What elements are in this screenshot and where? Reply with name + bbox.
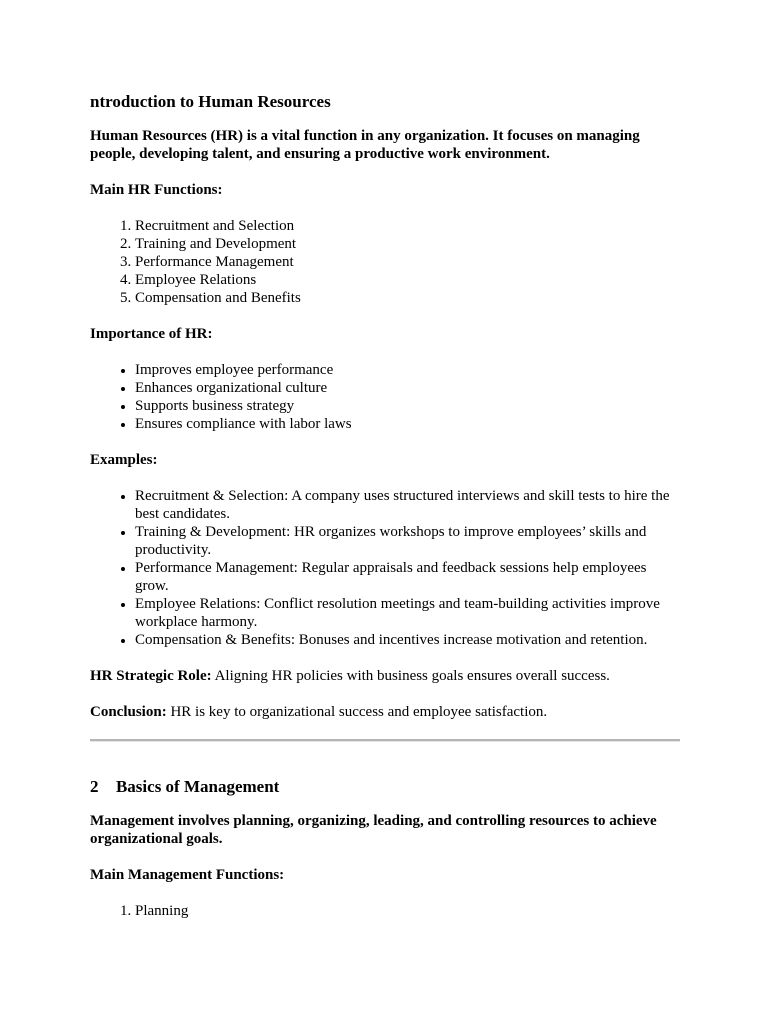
document-page (90, 91, 680, 938)
list-item: • Performance Management: Regular appraisals and feedback sessions help employees grow. (135, 559, 680, 595)
list-item: 1. Planning (135, 902, 680, 920)
hr-conclusion-label: Conclusion: (90, 704, 167, 720)
hr-importance-list (90, 361, 680, 433)
management-intro-paragraph: Management involves planning, organizing, leading, and controlling resources to achieve organizational goals. (90, 813, 657, 847)
list-item: 5. Compensation and Benefits (135, 289, 680, 307)
list-item: 2. Training and Development (135, 235, 680, 253)
list-item: • Enhances organizational culture (135, 379, 680, 397)
hr-conclusion-paragraph (90, 703, 680, 721)
section-title-hr: ntroduction to Human Resources (90, 92, 331, 111)
hr-strategic-role-label: HR Strategic Role: (90, 668, 212, 684)
management-functions-list (90, 902, 680, 920)
list-item: • Supports business strategy (135, 397, 680, 415)
list-item: • Compensation & Benefits: Bonuses and incentives increase motivation and retention. (135, 631, 680, 649)
list-item: • Employee Relations: Conflict resolution meetings and team-building activities improve workplace harmony. (135, 595, 680, 631)
list-item: 3. Performance Management (135, 253, 680, 271)
section-title-management: 2⃣ Basics of Management (90, 777, 280, 796)
hr-strategic-role-text: Aligning HR policies with business goals ensures overall success. (211, 668, 610, 684)
list-item: • Improves employee performance (135, 361, 680, 379)
management-functions-heading: Main Management Functions: (90, 867, 285, 883)
list-item: • Training & Development: HR organizes workshops to improve employees’ skills and productivity. (135, 523, 680, 559)
list-item: 1. Recruitment and Selection (135, 217, 680, 235)
hr-intro-paragraph: Human Resources (HR) is a vital function in any organization. It focuses on managing people, developing talent, and ensuring a productive work environment. (90, 128, 640, 162)
list-item: • Ensures compliance with labor laws (135, 415, 680, 433)
hr-examples-list (90, 487, 680, 649)
hr-functions-heading: Main HR Functions: (90, 182, 223, 198)
hr-functions-list (90, 217, 680, 307)
section-divider (90, 739, 680, 742)
hr-conclusion-text: HR is key to organizational success and employee satisfaction. (166, 704, 548, 720)
hr-importance-heading: Importance of HR: (90, 326, 213, 342)
hr-strategic-role-paragraph (90, 667, 680, 685)
hr-examples-heading: Examples: (90, 452, 158, 468)
list-item: 4. Employee Relations (135, 271, 680, 289)
list-item: • Recruitment & Selection: A company uses structured interviews and skill tests to hire the best candidates. (135, 487, 680, 523)
